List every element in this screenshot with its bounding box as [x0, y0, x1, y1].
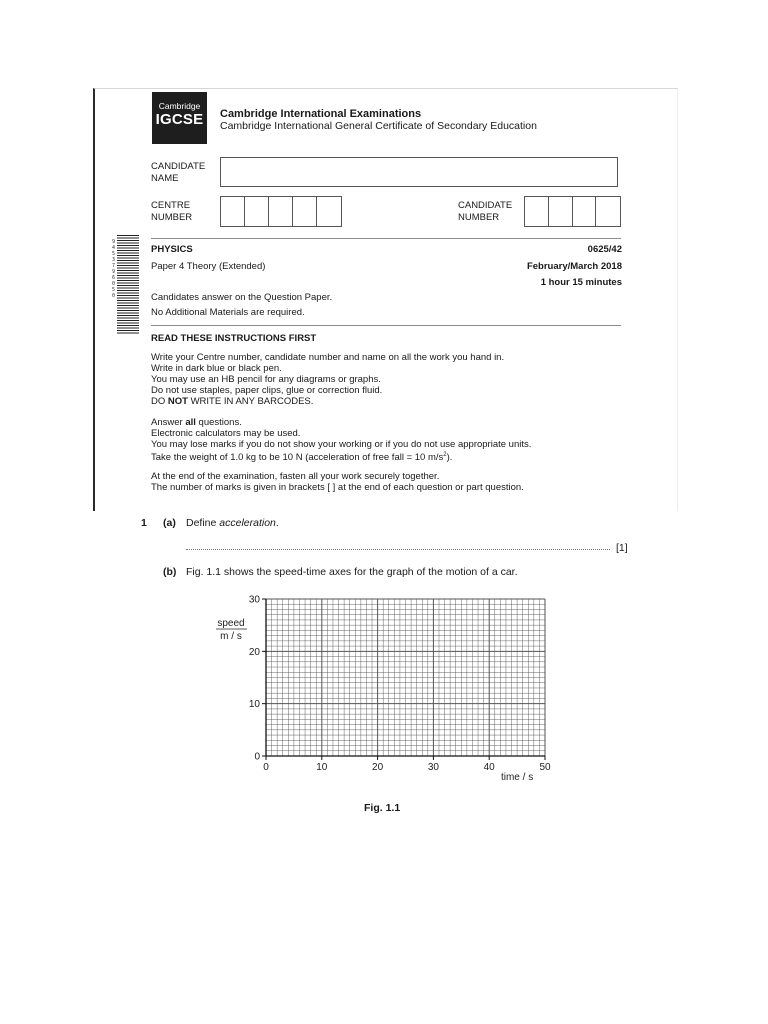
instructions-block-2: Answer all questions. Electronic calculators may be used. You may lose marks if you do not show your working or if you do not use appropriate units. Take the weight of 1.0 kg to be 10 N (acceleration of free fall = 10 $m/s^2$).	[151, 417, 621, 463]
materials-note: No Additional Materials are required.	[151, 307, 305, 318]
x-axis-label: time / s	[500, 772, 534, 783]
exam-session: February/March 2018	[526, 261, 622, 272]
y-tick-label: 20	[248, 646, 260, 658]
part-a-label: (a)	[163, 517, 176, 529]
barcode-warning: DO NOT WRITE IN ANY BARCODES.	[151, 396, 314, 407]
centre-number-label: CENTRE NUMBER	[151, 200, 193, 223]
divider	[151, 325, 621, 326]
marks: [1]	[616, 542, 628, 554]
barcode-digits: 9453796050	[112, 239, 116, 299]
logo-main-text: IGCSE	[155, 111, 204, 128]
qualification-name: Cambridge International General Certificate of Secondary Education	[220, 120, 537, 132]
subject: PHYSICS	[151, 244, 193, 255]
paper-title: Paper 4 Theory (Extended)	[151, 261, 266, 272]
answer-line[interactable]	[186, 548, 610, 550]
x-tick-label: 10	[316, 762, 328, 773]
cambridge-igcse-logo	[152, 92, 207, 144]
part-a-text: Define acceleration.	[186, 517, 279, 529]
candidate-number-field[interactable]	[524, 196, 621, 227]
x-tick-label: 20	[372, 762, 384, 773]
part-b-label: (b)	[163, 566, 177, 578]
exam-duration: 1 hour 15 minutes	[540, 277, 622, 288]
paper-code: 0625/42	[587, 244, 622, 255]
question-number: 1	[141, 517, 147, 529]
x-tick-label: 0	[263, 762, 269, 773]
figure-caption: Fig. 1.1	[364, 802, 401, 814]
y-tick-label: 30	[248, 594, 260, 606]
instructions-block-3: At the end of the examination, fasten all your work securely together. The number of marks is given in brackets [ ] at the end of each question or part question.	[151, 471, 524, 493]
candidate-name-label: CANDIDATE NAME	[151, 161, 206, 184]
barcode	[117, 235, 139, 335]
divider	[151, 238, 621, 239]
candidate-name-field[interactable]	[220, 157, 618, 187]
x-tick-label: 50	[539, 762, 551, 773]
centre-number-field[interactable]	[220, 196, 342, 227]
cover-page	[93, 88, 678, 511]
part-b-text: Fig. 1.1 shows the speed-time axes for the graph of the motion of a car.	[186, 566, 518, 578]
candidate-number-label: CANDIDATE NUMBER	[458, 200, 513, 223]
logo-top-text: Cambridge	[158, 101, 201, 111]
board-name: Cambridge International Examinations	[220, 108, 422, 120]
weight-note: Take the weight of 1.0 kg to be 10 N (acceleration of free fall = 10 $m/s^2$).	[151, 452, 453, 464]
x-tick-label: 40	[483, 762, 495, 773]
speed-time-chart[interactable]	[190, 585, 570, 790]
instructions-block-1: Write your Centre number, candidate number and name on all the work you hand in. Write in dark blue or black pen. You may use an HB pencil for any diagrams or graphs. Do not use staples, paper clips, glue or correction fluid. DO NOT WRITE IN ANY BARCODES.	[151, 352, 621, 407]
answer-note: Candidates answer on the Question Paper.	[151, 292, 333, 303]
y-axis-label-bottom: m / s	[220, 631, 242, 642]
answer-all: Answer all questions.	[151, 417, 242, 428]
instructions-heading: READ THESE INSTRUCTIONS FIRST	[151, 333, 317, 344]
y-tick-label: 0	[254, 751, 260, 763]
y-axis-label-top: speed	[217, 618, 245, 629]
x-tick-label: 30	[427, 762, 439, 773]
y-tick-label: 10	[248, 699, 260, 711]
